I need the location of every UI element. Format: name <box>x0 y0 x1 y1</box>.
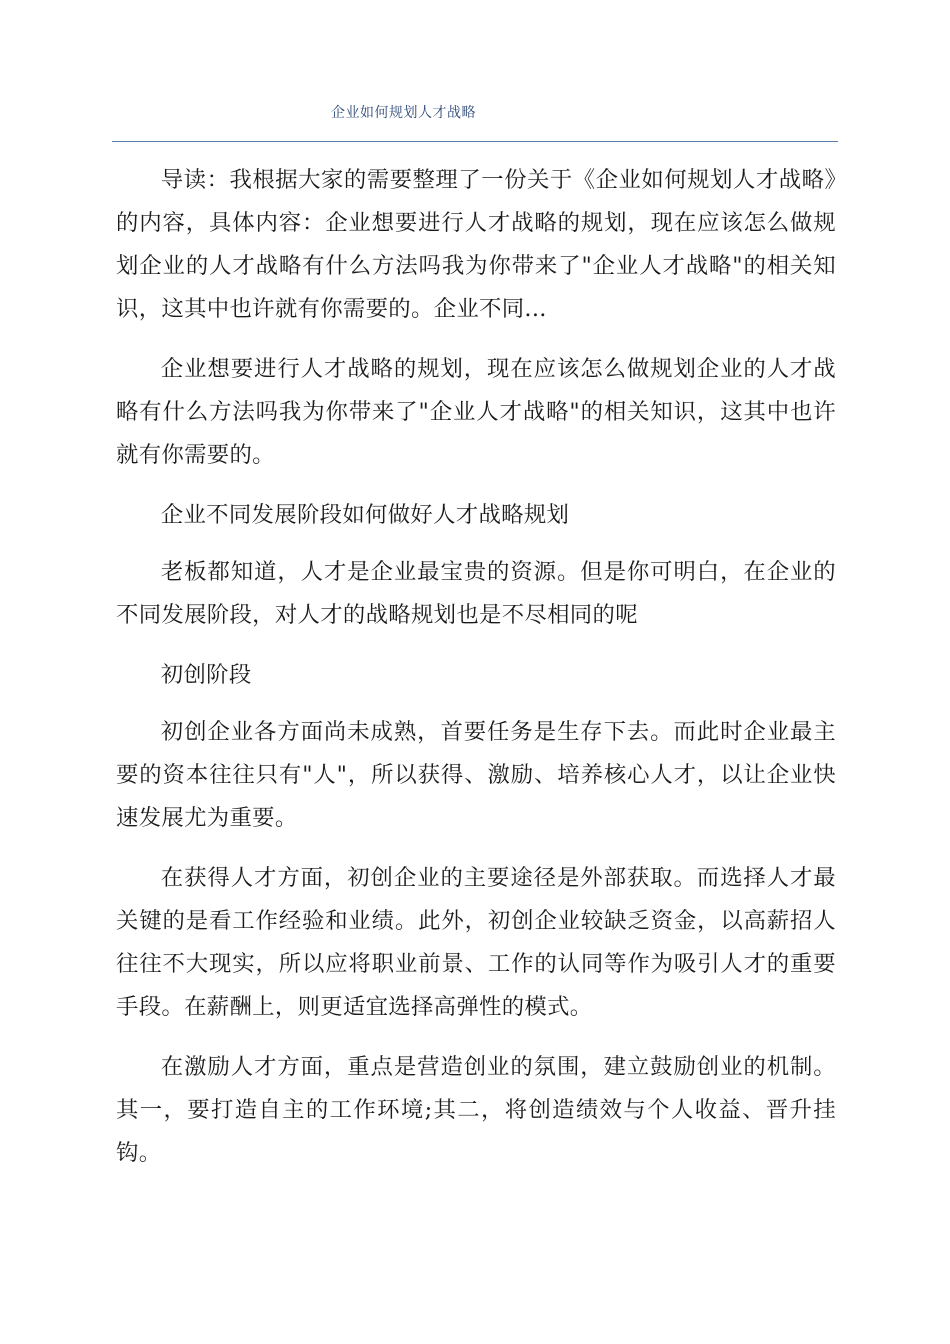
document-body <box>116 159 836 1192</box>
body-paragraph: 初创企业各方面尚未成熟，首要任务是生存下去。而此时企业最主要的资本往往只有"人"，所以获得、激励、培养核心人才，以让企业快速发展尤为重要。 <box>116 719 836 831</box>
header-divider <box>112 141 838 142</box>
intro-paragraph: 导读：我根据大家的需要整理了一份关于《企业如何规划人才战略》的内容，具体内容：企业想要进行人才战略的规划，现在应该怎么做规划企业的人才战略有什么方法吗我为你带来了"企业人才战略"的相关知识，这其中也许就有你需要的。企业不同... <box>116 167 836 322</box>
body-paragraph: 在获得人才方面，初创企业的主要途径是外部获取。而选择人才最关键的是看工作经验和业绩。此外，初创企业较缺乏资金，以高薪招人往往不大现实，所以应将职业前景、工作的认同等作为吸引人才的重要手段。在薪酬上，则更适宜选择高弹性的模式。 <box>116 865 836 1020</box>
body-paragraph: 企业想要进行人才战略的规划，现在应该怎么做规划企业的人才战略有什么方法吗我为你带来了"企业人才战略"的相关知识，这其中也许就有你需要的。 <box>116 356 836 468</box>
body-paragraph: 在激励人才方面，重点是营造创业的氛围，建立鼓励创业的机制。其一，要打造自主的工作环境;其二，将创造绩效与个人收益、晋升挂钩。 <box>116 1054 836 1166</box>
running-header: 企业如何规划人才战略 <box>331 105 476 121</box>
body-paragraph: 老板都知道，人才是企业最宝贵的资源。但是你可明白，在企业的不同发展阶段，对人才的战略规划也是不尽相同的呢 <box>116 559 836 628</box>
subsection-heading: 初创阶段 <box>160 662 252 688</box>
section-heading: 企业不同发展阶段如何做好人才战略规划 <box>160 502 570 528</box>
